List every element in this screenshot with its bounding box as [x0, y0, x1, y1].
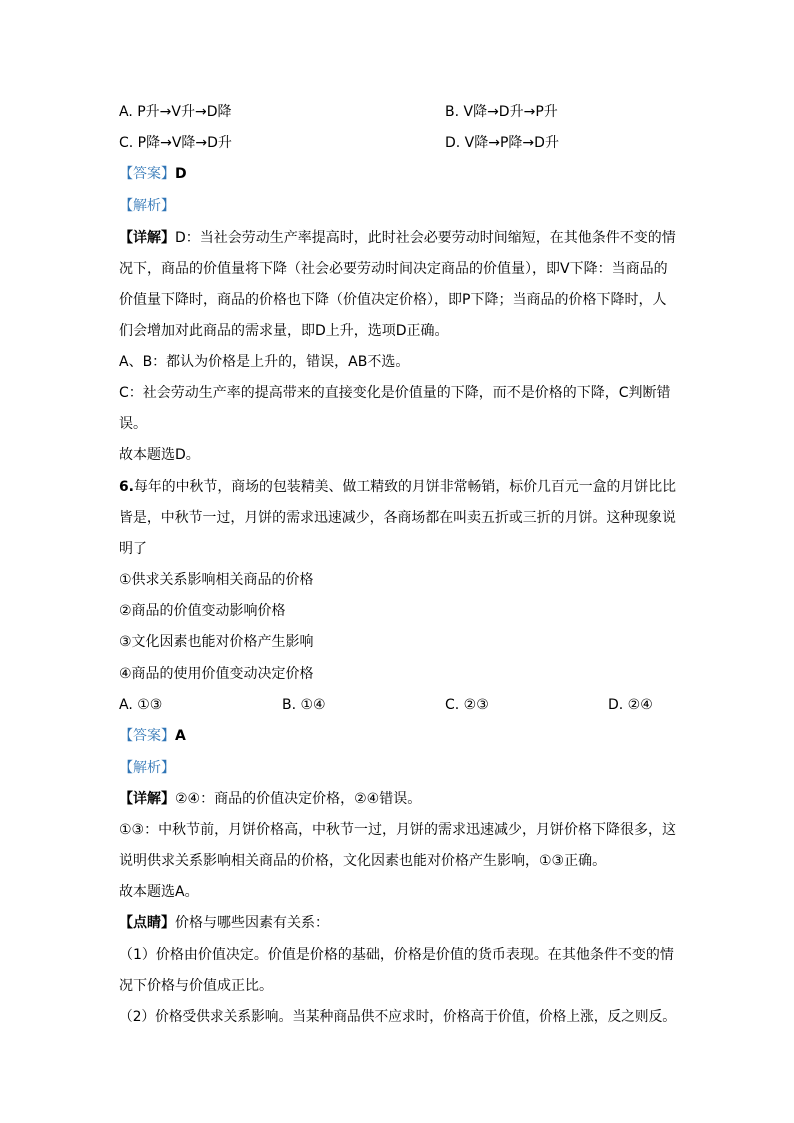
answer-tag: 【答案】: [119, 728, 175, 744]
q6-tip-line: 况下价格与价值成正比。: [119, 978, 273, 994]
q5-detail-line: 价值量下降时，商品的价格也下降（价值决定价格），即P下降；当商品的价格下降时，人: [119, 292, 667, 308]
q5-answer: [119, 164, 187, 184]
q6-statement: ③文化因素也能对价格产生影响: [119, 634, 314, 650]
q5-option-b: B. V降→D升→P升: [445, 104, 558, 120]
question-number: 6.: [119, 479, 134, 495]
q6-answer: [119, 726, 186, 746]
q5-analysis-tag: 【解析】: [119, 198, 175, 214]
q6-detail-line: 【详解】②④：商品的价值决定价格，②④错误。: [119, 791, 422, 807]
q5-option-d: D. V降→P降→D升: [445, 135, 559, 151]
q6-tip-heading: 【点睛】价格与哪些因素有关系：: [119, 915, 329, 931]
q6-statement: ①供求关系影响相关商品的价格: [119, 572, 314, 588]
q5-detail-line: A、B：都认为价格是上升的，错误，AB不选。: [119, 354, 410, 370]
q5-detail-line: C：社会劳动生产率的提高带来的直接变化是价值量的下降，而不是价格的下降，C判断错: [119, 385, 671, 401]
q6-statement: ②商品的价值变动影响价格: [119, 603, 286, 619]
answer-tag: 【答案】: [119, 166, 175, 182]
q6-stem: 6.每年的中秋节，商场的包装精美、做工精致的月饼非常畅销，标价几百元一盒的月饼比比: [119, 479, 677, 495]
detail-tag: 【详解】: [119, 230, 175, 246]
q5-detail-line: 况下，商品的价值量将下降（社会必要劳动时间决定商品的价值量），即V下降：当商品的: [119, 261, 668, 277]
detail-tag: 【详解】: [119, 791, 175, 807]
q6-tip-line: （1）价格由价值决定。价值是价格的基础，价格是价值的货币表现。在其他条件不变的情: [119, 947, 674, 963]
q6-stem-line: 明了: [119, 541, 147, 557]
q5-option-a: A. P升→V升→D降: [119, 104, 232, 120]
q5-detail-line: 们会增加对此商品的需求量，即D上升，选项D正确。: [119, 323, 449, 339]
q6-option-d: D. ②④: [608, 697, 653, 713]
q5-detail-line: 误。: [119, 416, 147, 432]
q6-conclusion: 故本题选A。: [119, 884, 199, 900]
q5-detail-line: 【详解】D：当社会劳动生产率提高时，此时社会必要劳动时间缩短，在其他条件不变的情: [119, 230, 676, 246]
q6-option-a: A. ①③: [119, 697, 163, 713]
q6-option-b: B. ①④: [282, 697, 326, 713]
q6-detail-line: ①③：中秋节前，月饼价格高，中秋节一过，月饼的需求迅速减少，月饼价格下降很多，这: [119, 822, 676, 838]
q6-option-c: C. ②③: [445, 697, 489, 713]
tip-tag: 【点睛】: [119, 915, 175, 931]
q6-analysis-tag: 【解析】: [119, 760, 175, 776]
q6-tip-line: （2）价格受供求关系影响。当某种商品供不应求时，价格高于价值，价格上涨，反之则反。: [119, 1009, 677, 1025]
answer-value: A: [175, 728, 186, 744]
q6-statement: ④商品的使用价值变动决定价格: [119, 666, 314, 682]
q5-option-c: C. P降→V降→D升: [119, 135, 232, 151]
q5-conclusion: 故本题选D。: [119, 447, 200, 463]
q6-stem-line: 皆是，中秋节一过，月饼的需求迅速减少，各商场都在叫卖五折或三折的月饼。这种现象说: [119, 510, 676, 526]
q6-detail-line: 说明供求关系影响相关商品的价格，文化因素也能对价格产生影响，①③正确。: [119, 853, 607, 869]
answer-value: D: [175, 166, 187, 182]
